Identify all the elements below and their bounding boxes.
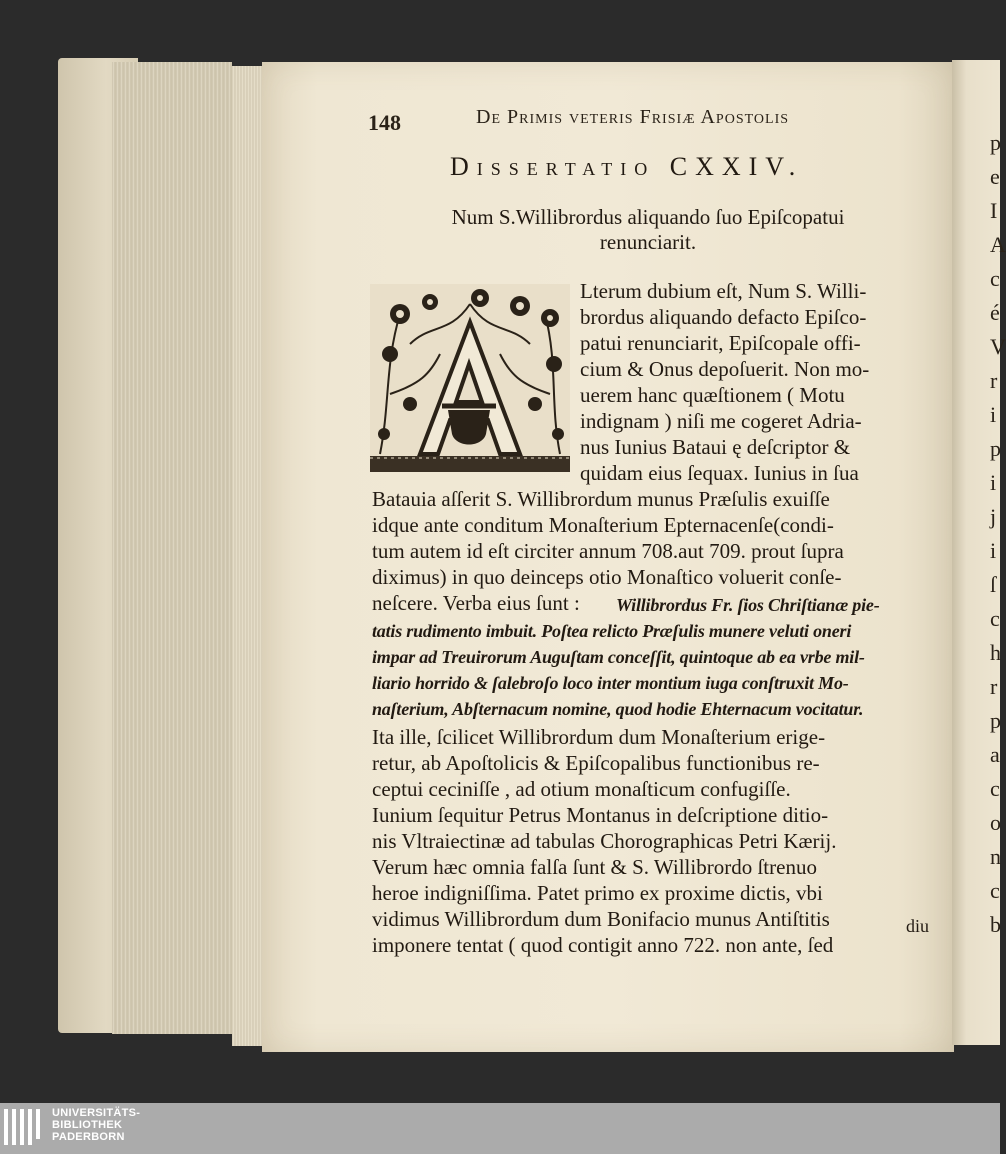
- facing-page-letter: i: [990, 402, 997, 427]
- facing-page-letter: A: [990, 232, 1006, 257]
- text-line: imponere tentat ( quod contigit anno 722. non ante, ſed: [372, 933, 834, 957]
- text-line: retur, ab Apoſtolicis & Epiſcopalibus functionibus re-: [372, 751, 820, 775]
- facing-page-letter: e: [990, 164, 1000, 189]
- logo-line-2: BIBLIOTHEK: [52, 1119, 123, 1131]
- facing-page-letter: r: [990, 368, 998, 393]
- text-line: Willibrordus Fr. ſios Chriſtianæ pie-: [616, 595, 880, 615]
- text-line: neſcere. Verba eius ſunt :: [372, 591, 580, 615]
- library-logo-text: [52, 1107, 140, 1143]
- facing-page-letter: a: [990, 742, 1000, 767]
- text-line: patui renunciarit, Epiſcopale offi-: [580, 331, 861, 355]
- dissertation-title: Dissertatio CXXIV.: [450, 152, 804, 181]
- facing-page-letter: ſ: [990, 572, 997, 597]
- text-line: diximus) in quo deinceps otio Monaſtico voluerit conſe-: [372, 565, 842, 589]
- library-footer: [0, 1103, 1000, 1154]
- facing-page-letter: p: [990, 708, 1001, 733]
- text-line: Ita ille, ſcilicet Willibrordum dum Monaſterium erige-: [372, 725, 826, 749]
- text-line: ceptui ceciniſſe , ad otium monaſticum confugiſſe.: [372, 777, 791, 801]
- text-line: tum autem id eſt circiter annum 708.aut 709. prout ſupra: [372, 539, 844, 563]
- facing-page-letter: p: [990, 436, 1001, 461]
- facing-page-letter: n: [990, 844, 1001, 869]
- facing-page-letter: o: [990, 810, 1001, 835]
- text-line: uerem hanc quæſtionem ( Motu: [580, 383, 845, 407]
- decorated-initial-woodcut: [370, 284, 570, 472]
- facing-page-letter: h: [990, 640, 1001, 665]
- facing-page-letter: p: [990, 130, 1001, 155]
- facing-page-letter: é: [990, 300, 1000, 325]
- text-line: naſterium, Abſternacum nomine, quod hodie Ehternacum vocitatur.: [372, 699, 864, 719]
- subtitle-line-1: Num S.Willibrordus aliquando ſuo Epiſcopatui: [451, 205, 845, 229]
- text-line: impar ad Treuirorum Auguſtam conceſſit, quintoque ab ea vrbe mil-: [372, 647, 865, 667]
- text-line: heroe indigniſſima. Patet primo ex proxime dictis, vbi: [372, 881, 823, 905]
- page-stack-edges: [112, 62, 232, 1034]
- text-line: Verum hæc omnia falſa ſunt & S. Willibrordo ſtrenuo: [372, 855, 817, 879]
- facing-page-letter: I: [990, 198, 998, 223]
- facing-page-letter: i: [990, 538, 997, 563]
- facing-page-letter: i: [990, 470, 997, 495]
- facing-page-letter: j: [990, 504, 997, 529]
- page-number: 148: [368, 110, 401, 135]
- chapter-subtitle: [388, 205, 908, 255]
- facing-page-letter: c: [990, 266, 1000, 291]
- text-line: tatis rudimento imbuit. Poſtea relicto Præſulis munere veluti oneri: [372, 621, 852, 641]
- text-line: Batauia aſſerit S. Willibrordum munus Præſulis exuiſſe: [372, 487, 830, 511]
- library-logo-icon: [4, 1109, 44, 1149]
- facing-page-letter: c: [990, 606, 1000, 631]
- text-line: idque ante conditum Monaſterium Epternacenſe(condi-: [372, 513, 834, 537]
- text-line: Lterum dubium eſt, Num S. Willi-: [580, 279, 867, 303]
- logo-line-1: UNIVERSITÄTS-: [52, 1107, 141, 1119]
- logo-line-3: PADERBORN: [52, 1131, 125, 1143]
- text-line: quidam eius ſequax. Iunius in ſua: [580, 461, 859, 485]
- subtitle-line-2: renunciarit.: [599, 230, 697, 254]
- text-line: indignam ) niſi me cogeret Adria-: [580, 409, 862, 433]
- text-line: vidimus Willibrordum dum Bonifacio munus Antiſtitis: [372, 907, 830, 931]
- facing-page-letter: c: [990, 776, 1000, 801]
- running-title: De Primis veteris Frisiæ Apostolis: [476, 106, 790, 128]
- catchword: diu: [906, 916, 930, 936]
- text-line: nis Vltraiectinæ ad tabulas Chorographicas Petri Kærij.: [372, 829, 837, 853]
- facing-page-letter: b: [990, 912, 1001, 937]
- text-line: nus Iunius Bataui ę deſcriptor &: [580, 435, 851, 459]
- text-line: cium & Onus depoſuerit. Non mo-: [580, 357, 870, 381]
- text-line: brordus aliquando defacto Epiſco-: [580, 305, 867, 329]
- text-line: liario horrido & ſalebroſo loco inter montium iuga conſtruxit Mo-: [372, 673, 849, 693]
- facing-page-letter: c: [990, 878, 1000, 903]
- facing-page-letter: r: [990, 674, 998, 699]
- text-line: Iunium ſequitur Petrus Montanus in deſcriptione ditio-: [372, 803, 829, 827]
- facing-page-letter: V: [990, 334, 1006, 359]
- facing-page-fragment: [952, 60, 1006, 1045]
